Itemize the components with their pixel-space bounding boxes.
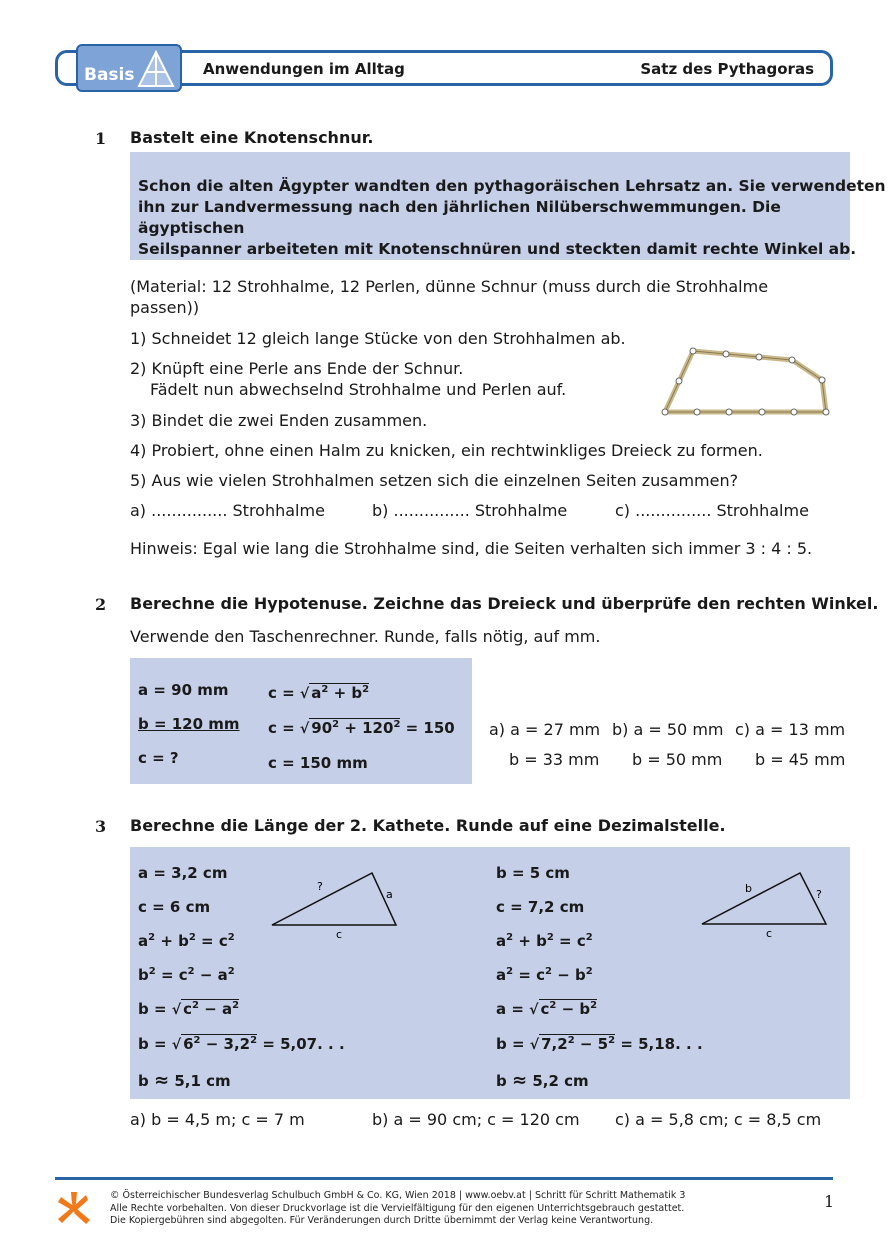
term: 7,2	[541, 1035, 568, 1053]
radicand	[181, 1034, 257, 1053]
material-line: (Material: 12 Strohhalme, 12 Perlen, dünne Schnur (muss durch die Strohhalme	[130, 277, 769, 296]
radicand	[309, 683, 369, 702]
label-unknown: ?	[317, 880, 323, 893]
answer-a: a) ............... Strohhalme	[130, 501, 325, 520]
formula-result: = 150	[405, 719, 455, 737]
exponent: 2	[608, 1035, 616, 1046]
left-root-values	[138, 1035, 345, 1053]
header-right-title: Satz des Pythagoras	[640, 60, 814, 78]
term: a	[496, 966, 507, 984]
info-line: Schon die alten Ägypter wandten den pythagoräischen Lehrsatz an. Sie verwendeten	[138, 177, 886, 195]
given-a: a = 90 mm	[138, 681, 229, 699]
exponent: 2	[227, 932, 235, 943]
radicand	[181, 999, 239, 1018]
formula-result: = 5,07. . .	[262, 1035, 345, 1053]
task-number: 1	[95, 129, 107, 148]
exponent: 2	[545, 966, 552, 977]
exponent: 2	[585, 932, 593, 943]
task-title: Bastelt eine Knotenschnur.	[130, 128, 374, 147]
sqrt-icon: √	[299, 721, 310, 737]
formula-prefix: c =	[268, 719, 295, 737]
exercise-b-b: b = 50 mm	[632, 750, 723, 769]
header-left-title: Anwendungen im Alltag	[203, 60, 405, 78]
exercise-c: c) a = 13 mm	[735, 720, 846, 739]
term: + 120	[339, 719, 394, 737]
term: − b	[556, 1000, 591, 1018]
term: 5,1 cm	[174, 1072, 231, 1090]
formula-result: = 5,18. . .	[620, 1035, 703, 1053]
term: = c	[553, 932, 586, 950]
exercise-a-b: b = 33 mm	[509, 750, 600, 769]
step: 2) Knüpft eine Perle ans Ende der Schnur.	[130, 359, 464, 378]
right-theorem	[496, 932, 593, 950]
exponent: 2	[549, 1000, 557, 1011]
task-title: Berechne die Hypotenuse. Zeichne das Dreieck und überprüfe den rechten Winkel.	[130, 594, 879, 613]
page-number: 1	[824, 1192, 835, 1211]
term: + b	[328, 684, 363, 702]
term: = c	[195, 932, 228, 950]
knot-cord-illustration	[658, 342, 834, 422]
info-text	[138, 176, 890, 260]
right-root-formula	[496, 1000, 597, 1018]
sqrt-icon: √	[299, 686, 310, 702]
term: a	[496, 932, 507, 950]
exponent: 2	[506, 932, 514, 943]
given-b: b = 120 mm	[138, 715, 240, 733]
radicand	[539, 1034, 615, 1053]
right-given-c: c = 7,2 cm	[496, 898, 585, 916]
term: + b	[155, 932, 189, 950]
given-c: c = ?	[138, 749, 179, 767]
footer-line: © Österreichischer Bundesverlag Schulbuch GmbH & Co. KG, Wien 2018 | www.oebv.at | Schritt für Schritt Mathematik 3	[110, 1190, 686, 1201]
exponent: 2	[321, 684, 329, 695]
term: − a	[198, 1000, 233, 1018]
term: = c	[513, 966, 545, 984]
left-given-c: c = 6 cm	[138, 898, 211, 916]
right-rearranged	[496, 966, 593, 984]
exercise-a: a) b = 4,5 m; c = 7 m	[130, 1110, 305, 1129]
step: Fädelt nun abwechselnd Strohhalme und Perlen auf.	[150, 380, 567, 399]
term: − 5	[574, 1035, 609, 1053]
term: b	[138, 1072, 149, 1090]
exponent: 2	[187, 966, 195, 977]
left-given-a: a = 3,2 cm	[138, 864, 228, 882]
term: a	[311, 684, 322, 702]
triangle-left-diagram	[265, 870, 405, 942]
term: a	[138, 932, 149, 950]
approx-icon: ≈	[511, 1070, 528, 1091]
left-theorem	[138, 932, 235, 950]
term: 6	[183, 1035, 194, 1053]
left-root-formula	[138, 1000, 239, 1018]
exercise-b: b) a = 90 cm; c = 120 cm	[372, 1110, 580, 1129]
step: 3) Bindet die zwei Enden zusammen.	[130, 411, 428, 430]
label-a: a	[386, 888, 393, 901]
left-answer	[138, 1070, 231, 1091]
formula-prefix: c =	[268, 684, 295, 702]
left-rearranged	[138, 966, 235, 984]
term: 5,2 cm	[532, 1072, 589, 1090]
exponent: 2	[192, 1000, 199, 1011]
exponent: 2	[393, 719, 401, 730]
exercise-a: a) a = 27 mm	[489, 720, 601, 739]
term: + b	[513, 932, 547, 950]
badge-label: Basis	[84, 65, 135, 85]
info-line: Seilspanner arbeiteten mit Knotenschnüren und steckten damit rechte Winkel ab.	[138, 240, 857, 258]
task-number: 2	[95, 595, 107, 614]
exponent: 2	[250, 1035, 258, 1046]
material-line: passen))	[130, 298, 200, 317]
exercise-b: b) a = 50 mm	[612, 720, 724, 739]
formula-prefix: b =	[496, 1035, 525, 1053]
sqrt-icon: √	[529, 1002, 539, 1018]
exponent: 2	[148, 932, 156, 943]
approx-icon: ≈	[153, 1070, 170, 1091]
exponent: 2	[362, 684, 370, 695]
triangle-logo-icon	[136, 48, 176, 88]
label-b: b	[745, 882, 752, 895]
exponent: 2	[332, 719, 340, 730]
right-given-b: b = 5 cm	[496, 864, 570, 882]
formula-result-line: c = 150 mm	[268, 754, 368, 772]
radicand	[539, 999, 598, 1018]
footer-rule	[55, 1177, 833, 1180]
term: − b	[551, 966, 586, 984]
exponent: 2	[567, 1035, 575, 1046]
term: = c	[155, 966, 188, 984]
hint: Hinweis: Egal wie lang die Strohhalme sind, die Seiten verhalten sich immer 3 : 4 : 5.	[130, 539, 813, 558]
answer-b: b) ............... Strohhalme	[372, 501, 568, 520]
exponent: 2	[232, 1000, 240, 1011]
term: c	[540, 1000, 550, 1018]
sqrt-icon: √	[171, 1037, 182, 1053]
task-number: 3	[95, 817, 107, 836]
formula-prefix: b =	[138, 1000, 167, 1018]
step: 4) Probiert, ohne einen Halm zu knicken, ein rechtwinkliges Dreieck zu formen.	[130, 441, 763, 460]
exercise-c-b: b = 45 mm	[755, 750, 846, 769]
exponent: 2	[506, 966, 514, 977]
instruction: Verwende den Taschenrechner. Runde, falls nötig, auf mm.	[130, 627, 601, 646]
exponent: 2	[590, 1000, 598, 1011]
label-c: c	[336, 928, 343, 941]
answer-c: c) ............... Strohhalme	[615, 501, 809, 520]
term: b	[138, 966, 149, 984]
formula-values	[268, 719, 455, 737]
info-line: ihn zur Landvermessung nach den jährlichen Nilüberschwemmungen. Die ägyptischen	[138, 198, 781, 237]
triangle-right-diagram	[695, 868, 835, 940]
label-unknown: ?	[816, 888, 822, 901]
term: − a	[194, 966, 228, 984]
step: 5) Aus wie vielen Strohhalmen setzen sich die einzelnen Seiten zusammen?	[130, 471, 739, 490]
radicand	[309, 718, 400, 737]
exponent: 2	[193, 1035, 201, 1046]
term: − 3,2	[200, 1035, 251, 1053]
term: b	[496, 1072, 507, 1090]
exponent: 2	[546, 932, 554, 943]
footer-copyright	[110, 1190, 685, 1228]
term: c	[183, 1000, 193, 1018]
formula-prefix: b =	[138, 1035, 167, 1053]
term: 90	[311, 719, 333, 737]
right-answer	[496, 1070, 589, 1091]
exponent: 2	[227, 966, 235, 977]
exponent: 2	[148, 966, 156, 977]
footer-line: Die Kopiergebühren sind abgegolten. Für Veränderungen durch Dritte übernimmt der Verlag keine Verantwortung.	[110, 1215, 654, 1226]
formula-prefix: a =	[496, 1000, 524, 1018]
footer-line: Alle Rechte vorbehalten. Von dieser Druckvorlage ist die Vervielfältigung für den eigenen Unterrichtsgebrauch gestattet.	[110, 1202, 685, 1214]
step: 1) Schneidet 12 gleich lange Stücke von den Strohhalmen ab.	[130, 329, 626, 348]
right-root-values	[496, 1035, 703, 1053]
exponent: 2	[585, 966, 593, 977]
publisher-logo-icon	[56, 1190, 90, 1226]
sqrt-icon: √	[529, 1037, 540, 1053]
exercise-c: c) a = 5,8 cm; c = 8,5 cm	[615, 1110, 822, 1129]
label-c: c	[766, 927, 773, 940]
task-title: Berechne die Länge der 2. Kathete. Runde auf eine Dezimalstelle.	[130, 816, 726, 835]
exponent: 2	[188, 932, 196, 943]
sqrt-icon: √	[171, 1002, 182, 1018]
formula-c	[268, 684, 369, 702]
